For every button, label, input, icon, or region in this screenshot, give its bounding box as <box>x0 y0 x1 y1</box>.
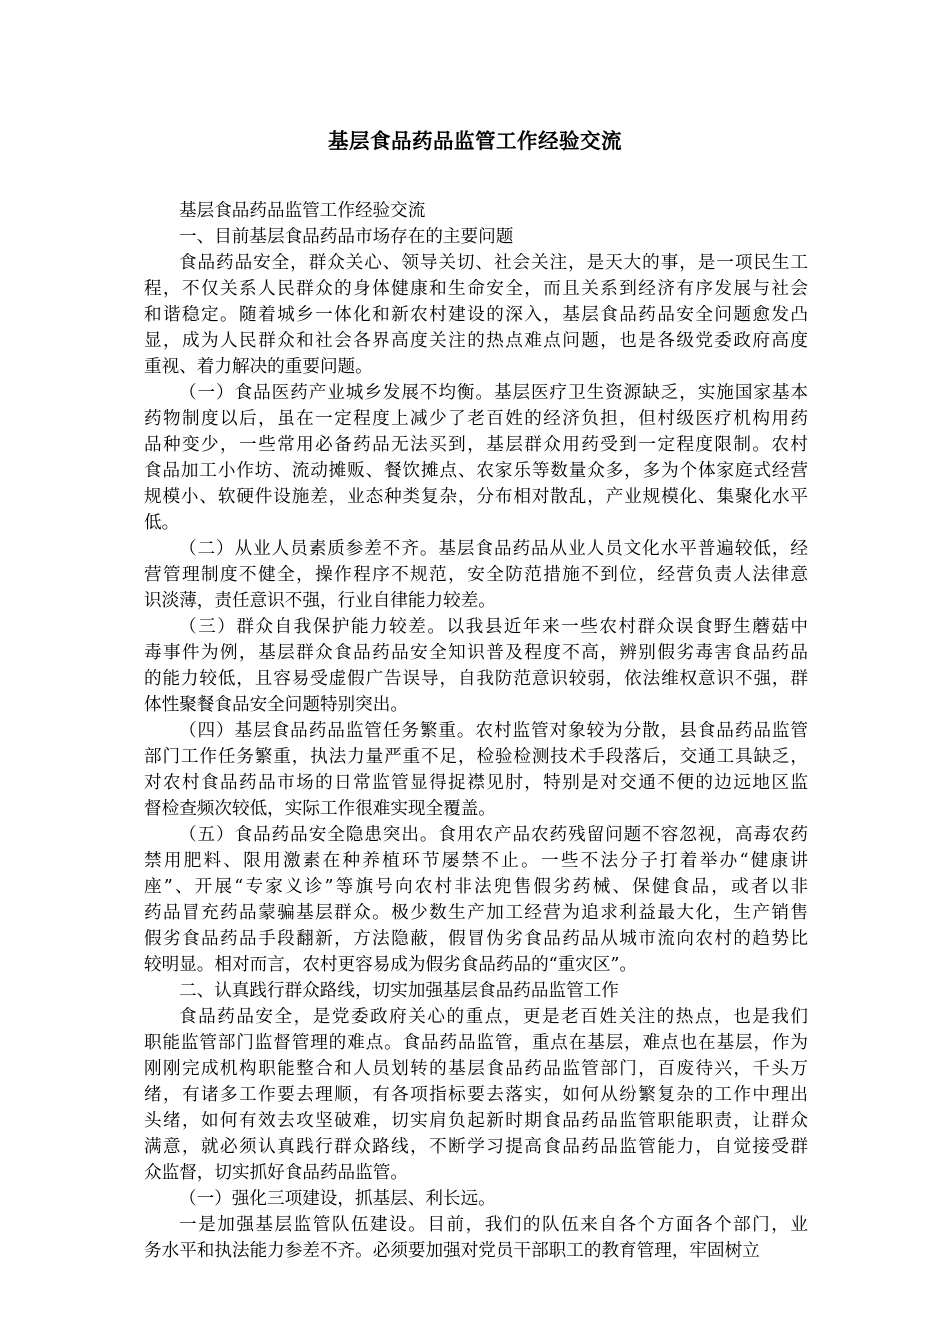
text-line: 体性聚餐食品安全问题特别突出。 <box>144 695 408 715</box>
text-line: （四）基层食品药品监管任务繁重。农村监管对象较为分散，县食品药品监管 <box>179 721 808 741</box>
text-line: （一）食品医药产业城乡发展不均衡。基层医疗卫生资源缺乏，实施国家基本 <box>179 383 808 403</box>
text-line: 禁用肥料、限用激素在种养植环节屡禁不止。一些不法分子打着举办“健康讲 <box>144 851 808 871</box>
text-line: 规模小、软硬件设施差，业态种类复杂，分布相对散乱，产业规模化、集聚化水平 <box>144 487 808 507</box>
text-line: 的能力较低，且容易受虚假广告误导，自我防范意识较弱，依法维权意识不强，群 <box>144 669 808 689</box>
text-line: 毒事件为例，基层群众食品药品安全知识普及程度不高，辨别假劣毒害食品药品 <box>144 643 808 663</box>
text-line: 一是加强基层监管队伍建设。目前，我们的队伍来自各个方面各个部门，业 <box>179 1215 808 1235</box>
text-line: （五）食品药品安全隐患突出。食用农产品农药残留问题不容忽视，高毒农药 <box>179 825 808 845</box>
text-line: 绪，有诸多工作要去理顺，有各项指标要去落实，如何从纷繁复杂的工作中理出 <box>144 1085 808 1105</box>
paragraph <box>144 536 808 614</box>
text-line: 职能监管部门监督管理的难点。食品药品监管，重点在基层，难点也在基层，作为 <box>144 1033 808 1053</box>
paragraph <box>144 1186 808 1212</box>
paragraph <box>144 224 808 250</box>
text-line: 营管理制度不健全，操作程序不规范，安全防范措施不到位，经营负责人法律意 <box>144 565 808 585</box>
paragraph <box>144 1212 808 1264</box>
text-line: 座”、开展“专家义诊”等旗号向农村非法兜售假劣药械、保健食品，或者以非 <box>144 877 808 897</box>
text-line: 食品药品安全，是党委政府关心的重点，更是老百姓关注的热点，也是我们 <box>179 1007 808 1027</box>
text-line: 务水平和执法能力参差不齐。必须要加强对党员干部职工的教育管理，牢固树立 <box>144 1241 760 1261</box>
text-line: 对农村食品药品市场的日常监管显得捉襟见肘，特别是对交通不便的边远地区监 <box>144 773 808 793</box>
paragraph <box>144 380 808 536</box>
text-line: 识淡薄，责任意识不强，行业自律能力较差。 <box>144 591 496 611</box>
text-line: 品种变少，一些常用必备药品无法买到，基层群众用药受到一定程度限制。农村 <box>144 435 808 455</box>
paragraph <box>144 614 808 718</box>
text-line: 部门工作任务繁重，执法力量严重不足，检验检测技术手段落后，交通工具缺乏， <box>144 747 808 767</box>
text-line: 众监督，切实抓好食品药品监管。 <box>144 1163 408 1183</box>
text-line: 食品加工小作坊、流动摊贩、餐饮摊点、农家乐等数量众多，多为个体家庭式经营 <box>144 461 808 481</box>
text-line: 刚刚完成机构职能整合和人员划转的基层食品药品监管部门，百废待兴，千头万 <box>144 1059 808 1079</box>
document-body <box>144 198 808 1264</box>
text-line: （二）从业人员素质参差不齐。基层食品药品从业人员文化水平普遍较低，经 <box>179 539 808 559</box>
paragraph <box>144 250 808 380</box>
text-line: 重视、着力解决的重要问题。 <box>144 357 373 377</box>
paragraph <box>144 1004 808 1186</box>
paragraph <box>144 718 808 822</box>
text-line: 和谐稳定。随着城乡一体化和新农村建设的深入，基层食品药品安全问题愈发凸 <box>144 305 808 325</box>
text-line: 二、认真践行群众路线，切实加强基层食品药品监管工作 <box>179 981 619 1001</box>
text-line: 食品药品安全，群众关心、领导关切、社会关注，是天大的事，是一项民生工 <box>179 253 808 273</box>
text-line: 药物制度以后，虽在一定程度上减少了老百姓的经济负担，但村级医疗机构用药 <box>144 409 808 429</box>
text-line: 头绪，如何有效去攻坚破难，切实肩负起新时期食品药品监管职能职责，让群众 <box>144 1111 808 1131</box>
text-line: 满意，就必须认真践行群众路线，不断学习提高食品药品监管能力，自觉接受群 <box>144 1137 808 1157</box>
text-line: （三）群众自我保护能力较差。以我县近年来一些农村群众误食野生蘑菇中 <box>179 617 808 637</box>
paragraph <box>144 198 808 224</box>
text-line: 药品冒充药品蒙骗基层群众。极少数生产加工经营为追求利益最大化，生产销售 <box>144 903 808 923</box>
paragraph <box>144 978 808 1004</box>
paragraph <box>144 822 808 978</box>
document-title: 基层食品药品监管工作经验交流 <box>328 129 622 153</box>
text-line: 低。 <box>144 513 180 533</box>
text-line: 假劣食品药品手段翻新，方法隐蔽，假冒伪劣食品药品从城市流向农村的趋势比 <box>144 929 808 949</box>
text-line: 一、目前基层食品药品市场存在的主要问题 <box>179 227 514 247</box>
text-line: 程，不仅关系人民群众的身体健康和生命安全，而且关系到经济有序发展与社会 <box>144 279 808 299</box>
text-line: 较明显。相对而言，农村更容易成为假劣食品药品的“重灾区”。 <box>144 955 638 975</box>
text-line: 基层食品药品监管工作经验交流 <box>179 201 426 221</box>
text-line: （一）强化三项建设，抓基层、利长远。 <box>179 1189 496 1209</box>
text-line: 显，成为人民群众和社会各界高度关注的热点难点问题，也是各级党委政府高度 <box>144 331 808 351</box>
text-line: 督检查频次较低，实际工作很难实现全覆盖。 <box>144 799 496 819</box>
